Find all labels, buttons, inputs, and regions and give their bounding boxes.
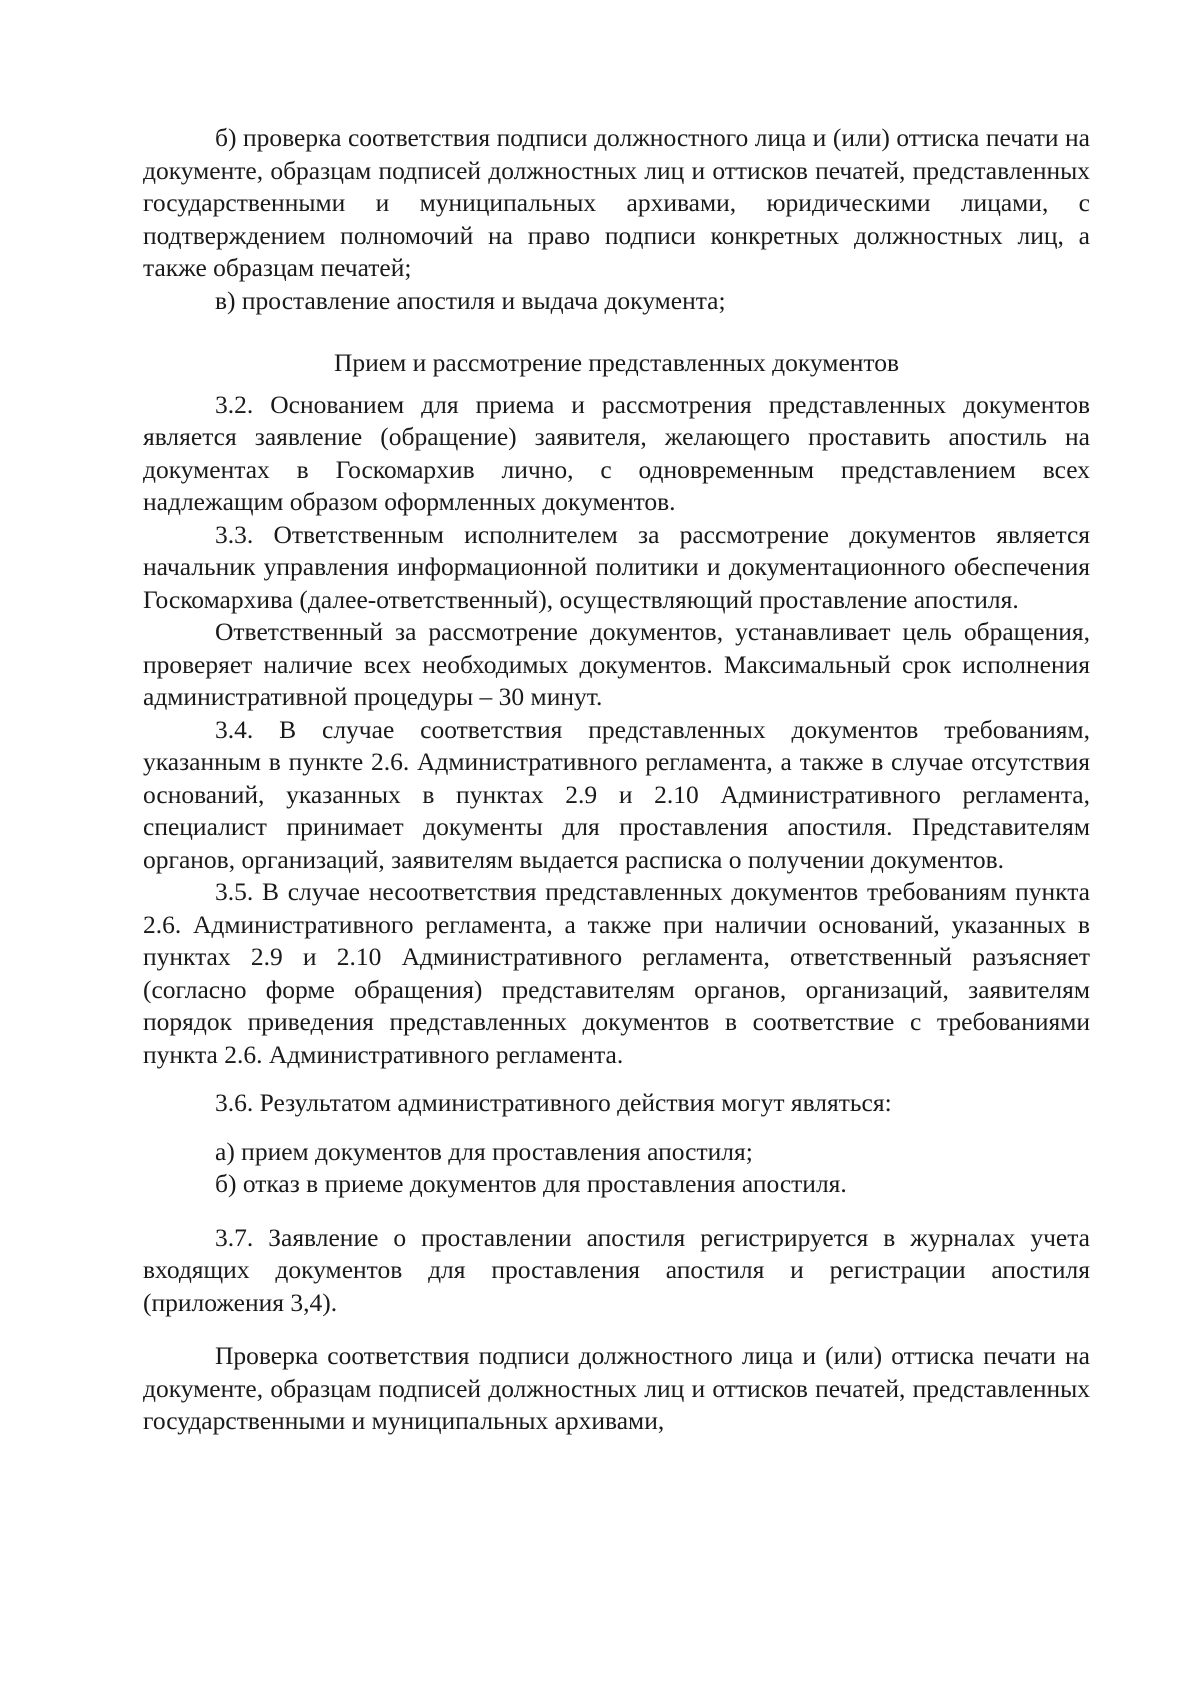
paragraph-signature-check: Проверка соответствия подписи должностного лица и (или) оттиска печати на документе, образцам подписей должностных лиц и оттисков печатей, представленных государственными и муниципальных архивами, (143, 1341, 1090, 1435)
paragraph-3-2: 3.2. Основанием для приема и рассмотрения представленных документов является заявление (обращение) заявителя, желающего проставить апостиль на документах в Госкомархив лично, с одновременным представлением всех надлежащим образом оформленных документов. (143, 389, 1090, 516)
paragraph-responsible: Ответственный за рассмотрение документов, устанавливает цель обращения, проверяет наличие всех необходимых документов. Максимальный срок исполнения административной процедуры – 30 минут. (143, 617, 1090, 711)
paragraph-3-7: 3.7. Заявление о проставлении апостиля регистрируется в журналах учета входящих документов для проставления апостиля и регистрации апостиля (приложения 3,4). (143, 1222, 1090, 1317)
paragraph-3-3: 3.3. Ответственным исполнителем за рассмотрение документов является начальник управления информационной политики и документационного обеспечения Госкомархива (далее-ответственный), осуществляющий проставление апостиля. (143, 519, 1090, 614)
paragraph-3-5: 3.5. В случае несоответствия представленных документов требованиям пункта 2.6. Административного регламента, а также при наличии оснований, указанных в пунктах 2.9 и 2.10 Административного регламента, ответственный разъясняет (согласно форме обращения) представителям органов, организаций, заявителям порядок приведения представленных документов в соответствие с требованиями пункта 2.6. Административного регламента. (143, 877, 1090, 1069)
paragraph-item-v: в) проставление апостиля и выдача документа; (215, 285, 726, 315)
paragraph-3-6: 3.6. Результатом административного действия могут являться: (215, 1088, 892, 1117)
paragraph-3-4: 3.4. В случае соответствия представленных документов требованиям, указанным в пункте 2.6. Административного регламента, а также в случае отсутствия оснований, указанных в пунктах 2.9 и 2.10 Административного регламента, специалист принимает документы для проставления апостиля. Представителям органов, организаций, заявителям выдается расписка о получении документов. (143, 714, 1090, 874)
document-body (143, 122, 1090, 1438)
paragraph-item-b: б) проверка соответствия подписи должностного лица и (или) оттиска печати на документе, образцам подписей должностных лиц и оттисков печатей, представленных государственными и муниципальных архивами, юридическими лицами, с подтверждением полномочий на право подписи конкретных должностных лиц, а также образцам печатей; (143, 123, 1090, 282)
list-item-a: а) прием документов для проставления апостиля; (215, 1136, 753, 1166)
section-heading: Прием и рассмотрение представленных документов (333, 348, 900, 377)
list-item-b: б) отказ в приеме документов для проставления апостиля. (215, 1169, 847, 1198)
